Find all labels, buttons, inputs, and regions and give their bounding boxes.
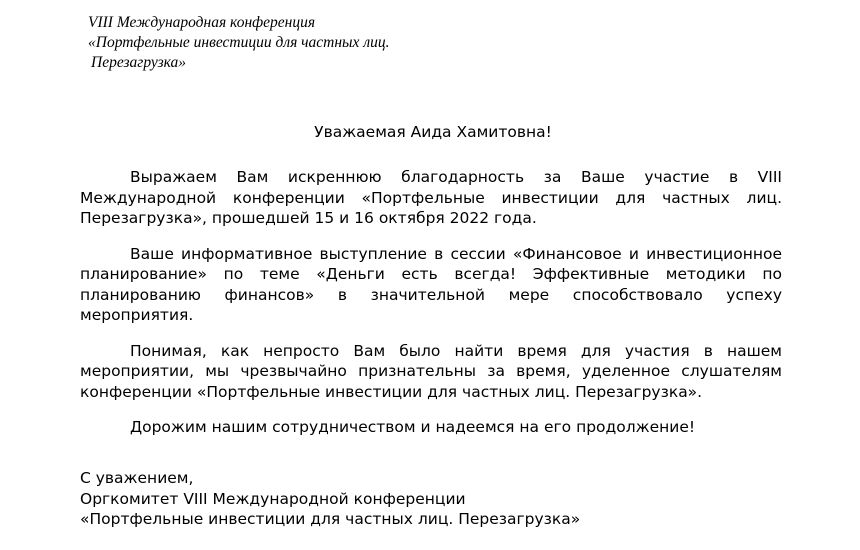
- paragraph-gratitude: Выражаем Вам искреннюю благодарность за Ваше участие в VIII Международной конференции «Портфельные инвестиции для частных лиц. Перезагрузка», прошедшей 15 и 16 октября 2022 года.: [80, 168, 782, 227]
- greeting: Уважаемая Аида Хамитовна!: [314, 123, 552, 141]
- paragraph-closing: Дорожим нашим сотрудничеством и надеемся на его продолжение!: [130, 418, 696, 436]
- signature-line-2: Оргкомитет VIII Международной конференции: [80, 489, 466, 508]
- header-line-2: «Портфельные инвестиции для частных лиц.: [88, 34, 390, 51]
- signature-line-1: С уважением,: [80, 469, 194, 487]
- paragraph-presentation: Ваше информативное выступление в сессии «Финансовое и инвестиционное планирование» по теме «Деньги есть всегда! Эффективные методики по планированию финансов» в значительной мере способствовало успеху мероприятия.: [80, 244, 782, 324]
- signature-line-3: «Портфельные инвестиции для частных лиц. Перезагрузка»: [80, 510, 581, 528]
- letter-header: [88, 13, 389, 73]
- header-line-1: VIII Международная конференция: [88, 14, 316, 31]
- letter-body: [80, 167, 782, 453]
- paragraph-appreciation: Понимая, как непросто Вам было найти время для участия в нашем мероприятии, мы чрезвычайно признательны за время, уделенное слушателям конференции «Портфельные инвестиции для частных лиц. Перезагрузка».: [80, 341, 782, 401]
- header-line-3: Перезагрузка»: [91, 54, 186, 71]
- signature-block: [80, 468, 580, 530]
